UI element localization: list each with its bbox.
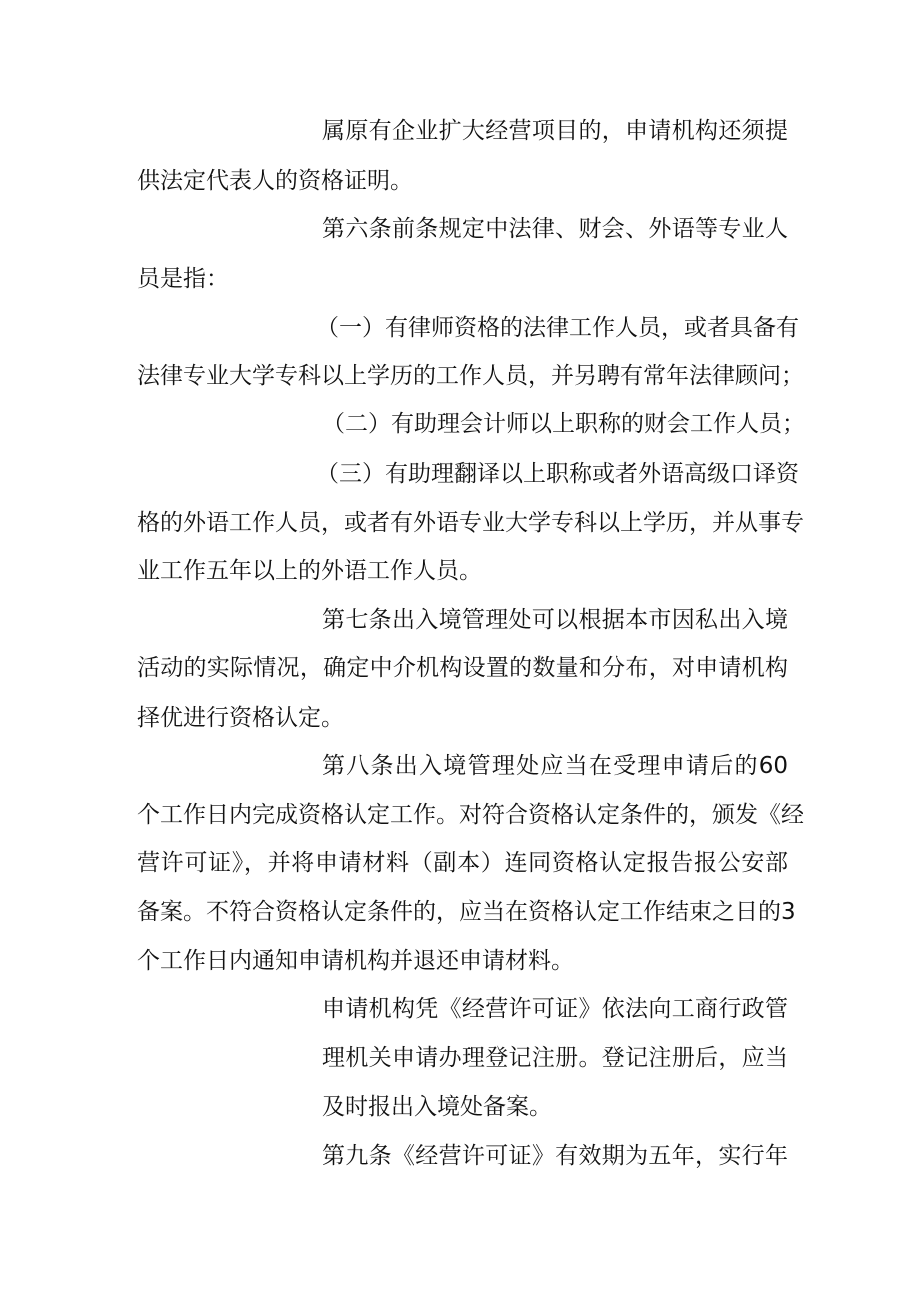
text-line: 及时报出入境处备案。 <box>322 1094 552 1120</box>
text-line: 员是指： <box>137 266 229 292</box>
text-line: 第七条出入境管理处可以根据本市因私出入境 <box>322 607 788 633</box>
text-line: 备案。不符合资格认定条件的，应当在资格认定工作结束之日的3 <box>137 899 796 925</box>
text-line: 理机关申请办理登记注册。登记注册后，应当 <box>322 1045 788 1071</box>
text-line: 个工作日内完成资格认定工作。对符合资格认定条件的，颁发《经 <box>137 802 804 828</box>
text-line: （二）有助理会计师以上职称的财会工作人员； <box>322 411 805 437</box>
text-line: 第六条前条规定中法律、财会、外语等专业人 <box>322 216 788 242</box>
text-line: 个工作日内通知申请机构并退还申请材料。 <box>137 948 574 974</box>
text-line: （一）有律师资格的法律工作人员，或者具备有 <box>316 315 799 341</box>
text-line: 第九条《经营许可证》有效期为五年，实行年 <box>322 1143 788 1169</box>
text-line: （三）有助理翻译以上职称或者外语高级口译资 <box>316 461 799 487</box>
text-line: 业工作五年以上的外语工作人员。 <box>137 558 482 584</box>
text-line: 营许可证》，并将申请材料（副本）连同资格认定报告报公安部 <box>137 850 788 876</box>
text-line: 属原有企业扩大经营项目的，申请机构还须提 <box>322 118 788 144</box>
text-line: 供法定代表人的资格证明。 <box>137 168 413 194</box>
text-line: 法律专业大学专科以上学历的工作人员，并另聘有常年法律顾问； <box>137 363 804 389</box>
text-line: 格的外语工作人员，或者有外语专业大学专科以上学历，并从事专 <box>137 510 804 536</box>
text-line: 活动的实际情况，确定中介机构设置的数量和分布，对申请机构 <box>137 655 788 681</box>
text-line: 申请机构凭《经营许可证》依法向工商行政管 <box>322 996 788 1022</box>
text-line: 择优进行资格认定。 <box>137 705 344 731</box>
text-line: 第八条出入境管理处应当在受理申请后的60 <box>322 753 788 779</box>
